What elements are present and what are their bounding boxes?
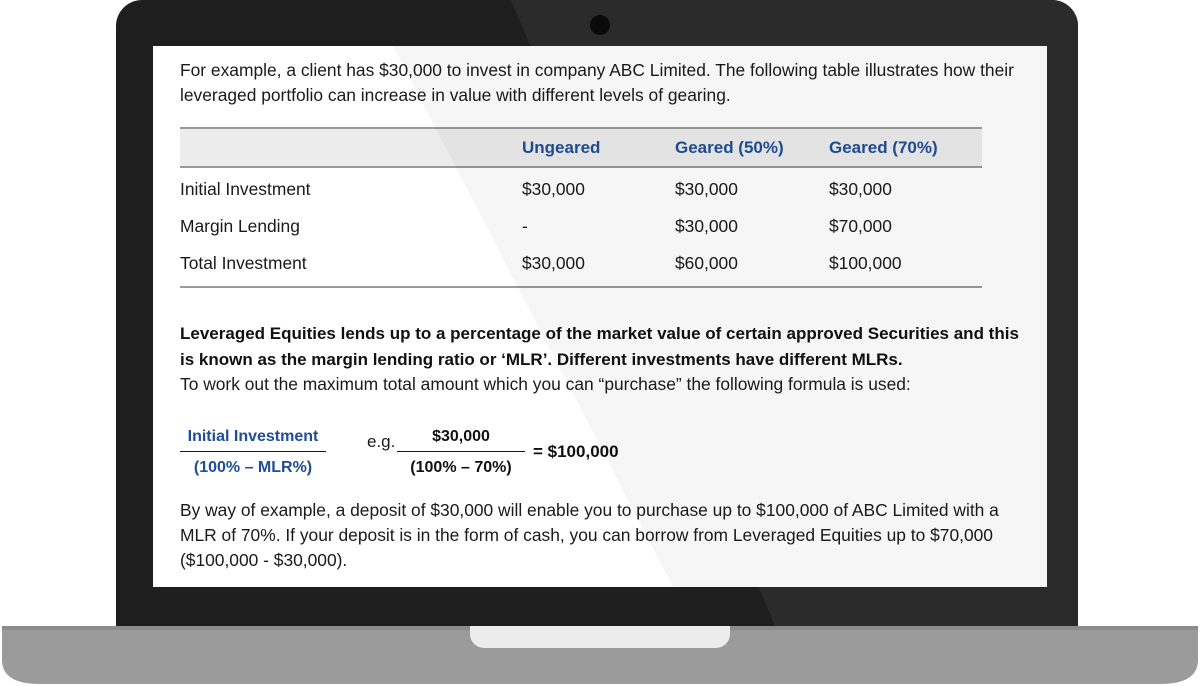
example-numerator: $30,000: [432, 428, 490, 445]
screen: [153, 46, 1047, 587]
cell-geared-50: $30,000: [675, 179, 738, 199]
table-header-ungeared: Ungeared: [522, 138, 601, 157]
table-header: [180, 127, 982, 168]
row-label: Margin Lending: [180, 216, 300, 236]
cell-geared-70: $70,000: [829, 216, 892, 236]
row-label: Total Investment: [180, 253, 307, 273]
cell-geared-50: $30,000: [675, 216, 738, 236]
cell-geared-70: $30,000: [829, 179, 892, 199]
formula-numerator: Initial Investment: [187, 428, 319, 445]
row-label: Initial Investment: [180, 179, 311, 199]
cell-ungeared: $30,000: [522, 253, 585, 273]
table-bottom-rule: [180, 286, 982, 288]
table-row: [180, 253, 982, 279]
example-fraction: [397, 428, 525, 477]
table-header-geared-70: Geared (70%): [829, 138, 938, 157]
cell-geared-70: $100,000: [829, 253, 902, 273]
example-prefix: e.g.: [367, 432, 396, 451]
table-header-geared-50: Geared (50%): [675, 138, 784, 157]
trackpad-notch: [470, 626, 730, 648]
fraction-bar: [397, 451, 525, 452]
formula-fraction: [180, 428, 326, 477]
formula-intro: To work out the maximum total amount which you can “purchase” the following formula is used:: [180, 374, 911, 394]
table-row: [180, 179, 982, 205]
fraction-bar: [180, 451, 326, 452]
mlr-note: Leveraged Equities lends up to a percentage of the market value of certain approved Securities and this is known as the margin lending ratio or ‘MLR’. Different investments have different MLRs.: [180, 324, 1019, 369]
formula-denominator: (100% – MLR%): [193, 459, 313, 476]
camera-icon: [588, 13, 612, 37]
example-paragraph: By way of example, a deposit of $30,000 will enable you to purchase up to $100,000 of ABC Limited with a MLR of 70%. If your deposit is in the form of cash, you can borrow from Leveraged Equities up to $70,000 ($100,000 - $30,000).: [180, 500, 999, 570]
cell-geared-50: $60,000: [675, 253, 738, 273]
cell-ungeared: -: [522, 216, 528, 236]
gearing-table: [180, 127, 982, 273]
example-denominator: (100% – 70%): [410, 459, 512, 476]
table-row: [180, 216, 982, 242]
example-result: = $100,000: [533, 442, 619, 461]
intro-paragraph: For example, a client has $30,000 to invest in company ABC Limited. The following table illustrates how their leveraged portfolio can increase in value with different levels of gearing.: [180, 60, 1014, 105]
cell-ungeared: $30,000: [522, 179, 585, 199]
